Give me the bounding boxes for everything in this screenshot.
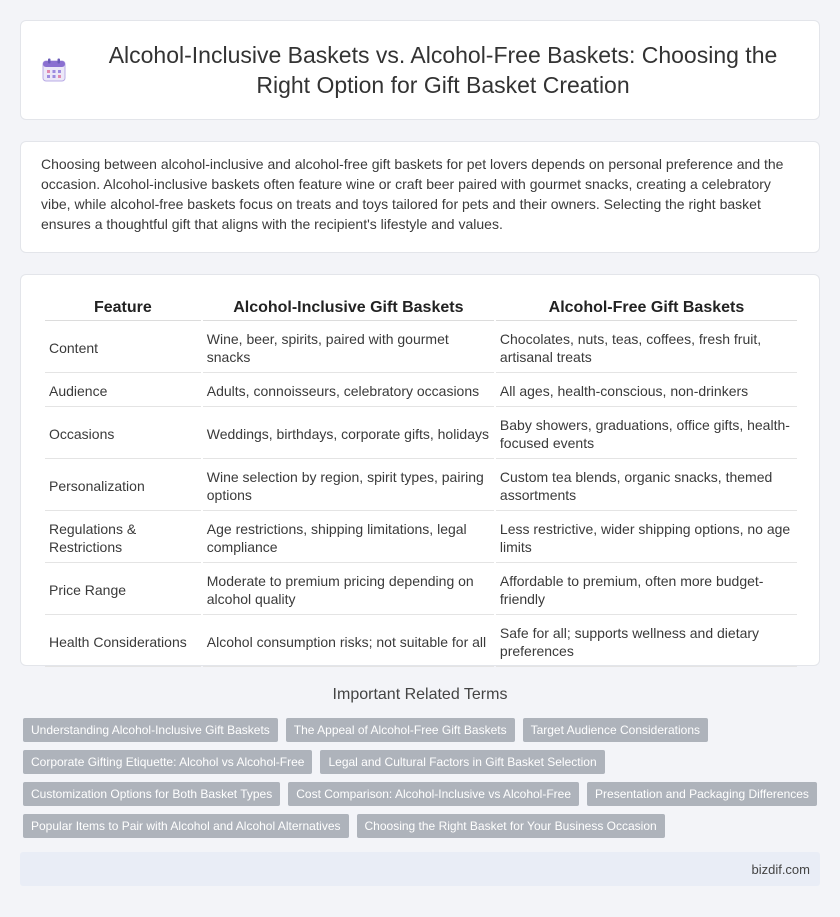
related-term-tag[interactable]: Popular Items to Pair with Alcohol and Alcohol Alternatives	[23, 814, 349, 838]
table-row	[45, 565, 797, 615]
alcohol-inclusive-cell: Adults, connoisseurs, celebratory occasions	[203, 375, 494, 407]
feature-cell: Regulations & Restrictions	[45, 513, 201, 563]
alcohol-inclusive-cell: Weddings, birthdays, corporate gifts, holidays	[203, 409, 494, 459]
footer	[20, 852, 820, 886]
table-row	[45, 375, 797, 407]
alcohol-inclusive-cell: Wine selection by region, spirit types, pairing options	[203, 461, 494, 511]
table-row	[45, 409, 797, 459]
table-row	[45, 513, 797, 563]
alcohol-free-cell: All ages, health-conscious, non-drinkers	[496, 375, 797, 407]
alcohol-inclusive-cell: Moderate to premium pricing depending on alcohol quality	[203, 565, 494, 615]
calendar-icon	[41, 57, 67, 83]
page-title: Alcohol-Inclusive Baskets vs. Alcohol-Free Baskets: Choosing the Right Option for Gift Basket Creation	[108, 42, 778, 98]
alcohol-free-cell: Less restrictive, wider shipping options, no age limits	[496, 513, 797, 563]
feature-cell: Occasions	[45, 409, 201, 459]
alcohol-inclusive-cell: Wine, beer, spirits, paired with gourmet snacks	[203, 323, 494, 373]
related-term-tag[interactable]: Presentation and Packaging Differences	[587, 782, 817, 806]
header-card	[20, 20, 820, 120]
alcohol-free-cell: Affordable to premium, often more budget-friendly	[496, 565, 797, 615]
related-term-tag[interactable]: Understanding Alcohol-Inclusive Gift Baskets	[23, 718, 278, 742]
feature-cell: Personalization	[45, 461, 201, 511]
intro-text: Choosing between alcohol-inclusive and alcohol-free gift baskets for pet lovers depends on personal preference and the occasion. Alcohol-inclusive baskets often feature wine or craft beer paired with gourmet snacks, creating a celebratory vibe, while alcohol-free baskets focus on treats and toys tailored for pets and their owners. Selecting the right basket ensures a thoughtful gift that aligns with the recipient's lifestyle and values.	[41, 156, 784, 232]
related-term-tag[interactable]: Cost Comparison: Alcohol-Inclusive vs Alcohol-Free	[288, 782, 579, 806]
table-header-row	[45, 297, 797, 321]
feature-cell: Content	[45, 323, 201, 373]
column-header: Alcohol-Inclusive Gift Baskets	[203, 297, 494, 321]
alcohol-inclusive-cell: Alcohol consumption risks; not suitable for all	[203, 617, 494, 667]
table-row	[45, 617, 797, 667]
feature-cell: Health Considerations	[45, 617, 201, 667]
table-row	[45, 461, 797, 511]
related-terms-list	[23, 718, 823, 838]
feature-cell: Price Range	[45, 565, 201, 615]
column-header: Feature	[45, 297, 201, 321]
related-term-tag[interactable]: Customization Options for Both Basket Types	[23, 782, 280, 806]
intro-card	[20, 141, 820, 253]
related-terms-heading: Important Related Terms	[332, 686, 508, 703]
related-term-tag[interactable]: Choosing the Right Basket for Your Business Occasion	[357, 814, 665, 838]
alcohol-free-cell: Baby showers, graduations, office gifts, health-focused events	[496, 409, 797, 459]
comparison-table-card	[20, 274, 820, 666]
related-term-tag[interactable]: Corporate Gifting Etiquette: Alcohol vs Alcohol-Free	[23, 750, 312, 774]
alcohol-free-cell: Custom tea blends, organic snacks, themed assortments	[496, 461, 797, 511]
related-term-tag[interactable]: Target Audience Considerations	[523, 718, 708, 742]
related-term-tag[interactable]: Legal and Cultural Factors in Gift Basket Selection	[320, 750, 604, 774]
table-row	[45, 323, 797, 373]
alcohol-free-cell: Chocolates, nuts, teas, coffees, fresh fruit, artisanal treats	[496, 323, 797, 373]
comparison-table	[43, 295, 799, 669]
alcohol-free-cell: Safe for all; supports wellness and dietary preferences	[496, 617, 797, 667]
footer-site-link[interactable]: bizdif.com	[751, 862, 810, 877]
alcohol-inclusive-cell: Age restrictions, shipping limitations, legal compliance	[203, 513, 494, 563]
related-term-tag[interactable]: The Appeal of Alcohol-Free Gift Baskets	[286, 718, 515, 742]
column-header: Alcohol-Free Gift Baskets	[496, 297, 797, 321]
feature-cell: Audience	[45, 375, 201, 407]
